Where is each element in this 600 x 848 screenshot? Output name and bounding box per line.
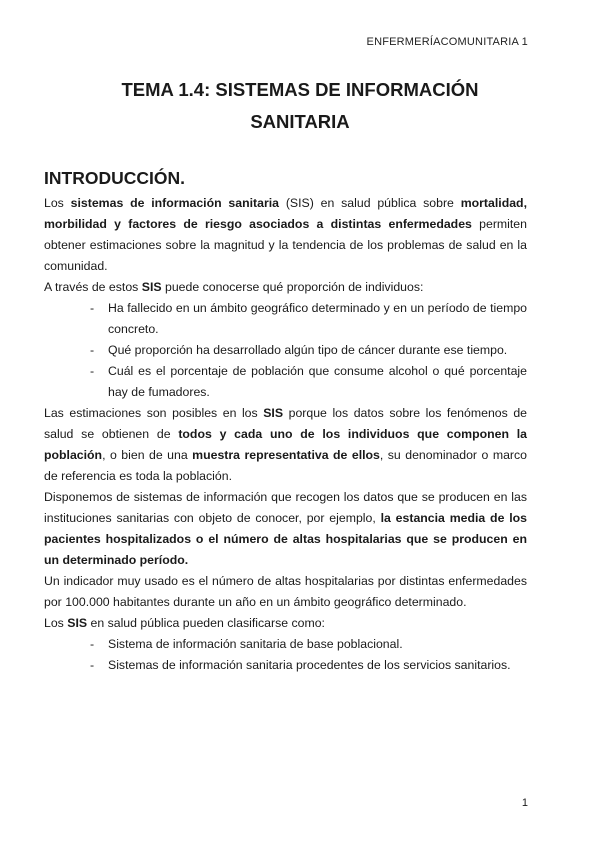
bold-run: SIS bbox=[67, 616, 88, 630]
list-item bbox=[44, 361, 527, 403]
list-item bbox=[44, 634, 527, 655]
bold-run: todos y cada uno de los individuos que componen la población bbox=[44, 427, 527, 462]
text-run: Las estimaciones son posibles en los bbox=[44, 406, 264, 420]
list-proportions bbox=[44, 298, 527, 403]
bold-run: muestra representativa de ellos bbox=[192, 448, 380, 462]
text-run: puede conocerse qué proporción de individuos: bbox=[161, 280, 424, 294]
paragraph-sis-proportion bbox=[44, 277, 527, 298]
section-heading: INTRODUCCIÓN. bbox=[44, 168, 185, 188]
text-run: Los bbox=[44, 196, 71, 210]
list-item bbox=[44, 298, 527, 340]
dash-bullet: - bbox=[90, 343, 95, 357]
list-item bbox=[44, 655, 527, 676]
text-run: Disponemos de sistemas de información que recogen los datos que se producen en las instituciones sanitarias con objeto de conocer, por ejemplo, bbox=[44, 490, 527, 525]
bold-run: SIS bbox=[263, 406, 284, 420]
paragraph-indicator: Un indicador muy usado es el número de altas hospitalarias por distintas enfermedades por 100.000 habitantes durante un año en un ámbito geográfico determinado. bbox=[44, 574, 527, 609]
text-run: , o bien de una bbox=[102, 448, 193, 462]
text-run: (SIS) en salud pública sobre bbox=[279, 196, 461, 210]
dash-bullet: - bbox=[90, 637, 95, 651]
paragraph-estimations bbox=[44, 403, 527, 487]
list-item-text: Cuál es el porcentaje de población que consume alcohol o qué porcentaje hay de fumadores. bbox=[108, 364, 527, 399]
dash-bullet: - bbox=[90, 658, 95, 672]
bold-run: la estancia media de los pacientes hospitalizados o el número de altas hospitalarias que se producen en un determinado período. bbox=[44, 511, 527, 567]
list-item bbox=[44, 340, 527, 361]
bold-run: sistemas de información sanitaria bbox=[70, 196, 280, 210]
text-run: en salud pública pueden clasificarse como: bbox=[87, 616, 325, 630]
page-number: 1 bbox=[521, 797, 528, 809]
list-sis-types bbox=[44, 634, 527, 676]
text-run: , su denominador o marco de referencia es toda la población. bbox=[44, 448, 527, 483]
dash-bullet: - bbox=[90, 301, 95, 315]
list-item-text: Ha fallecido en un ámbito geográfico determinado y en un período de tiempo concreto. bbox=[108, 301, 527, 336]
page-title bbox=[60, 74, 540, 138]
list-item-text: Qué proporción ha desarrollado algún tipo de cáncer durante ese tiempo. bbox=[108, 343, 508, 357]
text-run: porque los datos sobre los fenómenos de salud se obtienen de bbox=[44, 406, 527, 441]
list-item-text: Sistemas de información sanitaria procedentes de los servicios sanitarios. bbox=[108, 658, 511, 672]
paragraph-intro bbox=[44, 193, 527, 277]
title-line-1: TEMA 1.4: SISTEMAS DE INFORMACIÓN bbox=[121, 79, 479, 100]
bold-run: SIS bbox=[141, 280, 162, 294]
text-run: A través de estos bbox=[44, 280, 142, 294]
text-run: Los bbox=[44, 616, 68, 630]
body-text bbox=[44, 193, 527, 676]
dash-bullet: - bbox=[90, 364, 95, 378]
bold-run: mortalidad, morbilidad y factores de riesgo asociados a distintas enfermedades bbox=[44, 196, 527, 231]
title-line-2: SANITARIA bbox=[250, 111, 350, 132]
paragraph-classification bbox=[44, 613, 527, 634]
list-item-text: Sistema de información sanitaria de base poblacional. bbox=[108, 637, 403, 651]
paragraph-institutions bbox=[44, 487, 527, 571]
running-header: ENFERMERÍACOMUNITARIA 1 bbox=[366, 36, 528, 48]
text-run: permiten obtener estimaciones sobre la magnitud y la tendencia de los problemas de salud en la comunidad. bbox=[44, 217, 527, 273]
